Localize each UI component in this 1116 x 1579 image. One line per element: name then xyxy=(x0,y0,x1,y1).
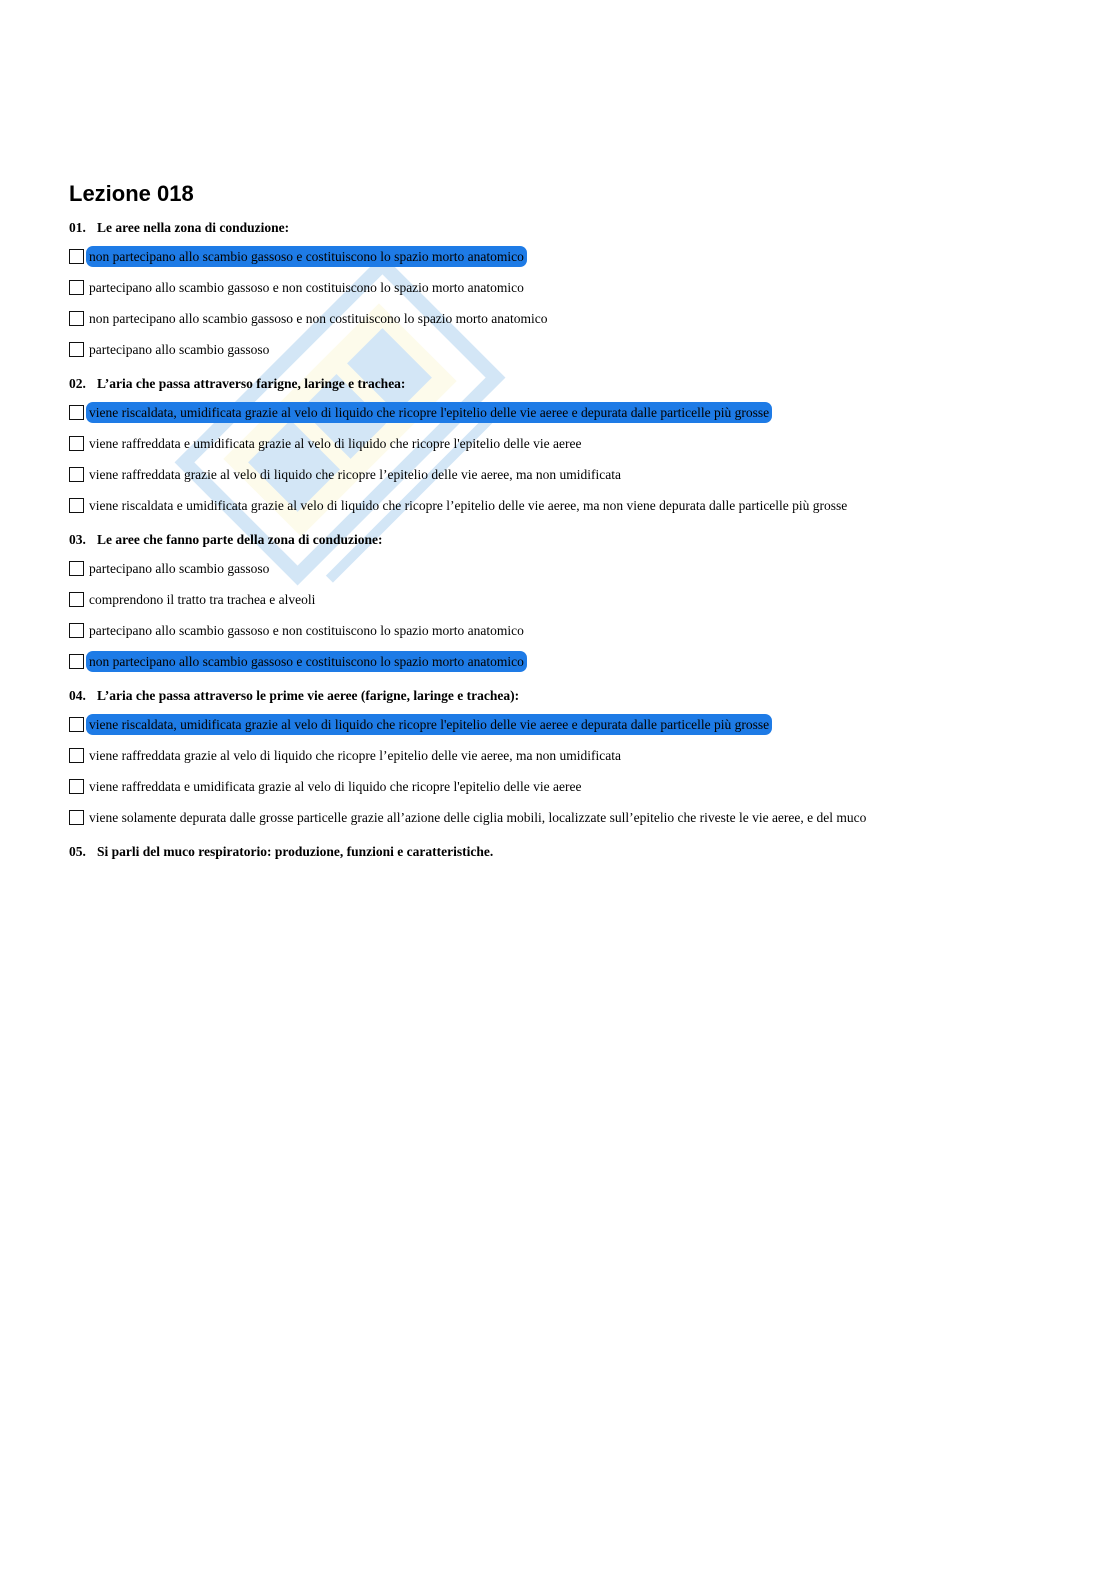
document-body xyxy=(69,179,1049,871)
answer-option[interactable] xyxy=(69,490,1049,521)
answer-text: viene raffreddata e umidificata grazie al velo di liquido che ricopre l'epitelio delle vie aeree xyxy=(89,779,582,794)
answer-checkbox[interactable] xyxy=(69,436,84,451)
answer-checkbox[interactable] xyxy=(69,249,84,264)
answer-option[interactable] xyxy=(69,272,1049,303)
answer-option[interactable] xyxy=(69,802,1049,833)
answer-checkbox[interactable] xyxy=(69,592,84,607)
answer-checkbox[interactable] xyxy=(69,498,84,513)
answer-text: viene solamente depurata dalle grosse particelle grazie all’azione delle ciglia mobili, localizzate sull’epitelio che riveste le vie aeree, e del muco xyxy=(89,810,867,825)
answer-option[interactable] xyxy=(69,646,1049,677)
answer-option[interactable] xyxy=(69,459,1049,490)
answer-checkbox[interactable] xyxy=(69,623,84,638)
answer-option[interactable] xyxy=(69,615,1049,646)
question-03 xyxy=(69,531,1049,677)
answer-option[interactable] xyxy=(69,771,1049,802)
question-text: L’aria che passa attraverso farigne, laringe e trachea: xyxy=(97,376,406,391)
answer-checkbox[interactable] xyxy=(69,654,84,669)
answer-checkbox[interactable] xyxy=(69,405,84,420)
question-number: 02. xyxy=(69,376,86,391)
question-text: L’aria che passa attraverso le prime vie aeree (farigne, laringe e trachea): xyxy=(97,688,520,703)
question-header xyxy=(69,687,1049,705)
question-05 xyxy=(69,843,1049,861)
answer-text-highlighted: non partecipano allo scambio gassoso e costituiscono lo spazio morto anatomico xyxy=(89,249,524,264)
question-02 xyxy=(69,375,1049,521)
answer-checkbox[interactable] xyxy=(69,779,84,794)
answer-text: viene raffreddata grazie al velo di liquido che ricopre l’epitelio delle vie aeree, ma non umidificata xyxy=(89,748,622,763)
question-number: 03. xyxy=(69,532,86,547)
answer-text: non partecipano allo scambio gassoso e non costituiscono lo spazio morto anatomico xyxy=(89,311,548,326)
answer-text: partecipano allo scambio gassoso e non costituiscono lo spazio morto anatomico xyxy=(89,280,524,295)
answer-option[interactable] xyxy=(69,397,1049,428)
question-text: Si parli del muco respiratorio: produzione, funzioni e caratteristiche. xyxy=(97,844,494,859)
answer-checkbox[interactable] xyxy=(69,810,84,825)
answer-option[interactable] xyxy=(69,709,1049,740)
question-header xyxy=(69,219,1049,237)
answer-text-highlighted: viene riscaldata, umidificata grazie al velo di liquido che ricopre l'epitelio delle vie aeree e depurata dalle particelle più grosse xyxy=(89,717,770,732)
answer-text: partecipano allo scambio gassoso xyxy=(89,561,270,576)
page-title: Lezione 018 xyxy=(69,181,194,206)
answer-option[interactable] xyxy=(69,553,1049,584)
question-header xyxy=(69,531,1049,549)
answer-option[interactable] xyxy=(69,428,1049,459)
question-text: Le aree che fanno parte della zona di conduzione: xyxy=(97,532,383,547)
answer-option[interactable] xyxy=(69,241,1049,272)
answer-text: partecipano allo scambio gassoso e non costituiscono lo spazio morto anatomico xyxy=(89,623,524,638)
answer-text: viene raffreddata grazie al velo di liquido che ricopre l’epitelio delle vie aeree, ma non umidificata xyxy=(89,467,622,482)
question-number: 01. xyxy=(69,220,86,235)
answer-option[interactable] xyxy=(69,584,1049,615)
question-header xyxy=(69,375,1049,393)
question-04 xyxy=(69,687,1049,833)
answer-checkbox[interactable] xyxy=(69,717,84,732)
question-number: 04. xyxy=(69,688,86,703)
answer-checkbox[interactable] xyxy=(69,342,84,357)
answer-text: comprendono il tratto tra trachea e alveoli xyxy=(89,592,316,607)
answer-option[interactable] xyxy=(69,740,1049,771)
question-01 xyxy=(69,219,1049,365)
answer-checkbox[interactable] xyxy=(69,748,84,763)
answer-checkbox[interactable] xyxy=(69,467,84,482)
answer-checkbox[interactable] xyxy=(69,311,84,326)
answer-text: viene raffreddata e umidificata grazie al velo di liquido che ricopre l'epitelio delle vie aeree xyxy=(89,436,582,451)
question-text: Le aree nella zona di conduzione: xyxy=(97,220,290,235)
answer-text: viene riscaldata e umidificata grazie al velo di liquido che ricopre l’epitelio delle vie aeree, ma non viene depurata dalle particelle più grosse xyxy=(89,498,848,513)
question-number: 05. xyxy=(69,844,86,859)
question-header xyxy=(69,843,1049,861)
answer-checkbox[interactable] xyxy=(69,561,84,576)
answer-text-highlighted: non partecipano allo scambio gassoso e costituiscono lo spazio morto anatomico xyxy=(89,654,524,669)
answer-text-highlighted: viene riscaldata, umidificata grazie al velo di liquido che ricopre l'epitelio delle vie aeree e depurata dalle particelle più grosse xyxy=(89,405,770,420)
answer-option[interactable] xyxy=(69,334,1049,365)
answer-checkbox[interactable] xyxy=(69,280,84,295)
answer-text: partecipano allo scambio gassoso xyxy=(89,342,270,357)
answer-option[interactable] xyxy=(69,303,1049,334)
